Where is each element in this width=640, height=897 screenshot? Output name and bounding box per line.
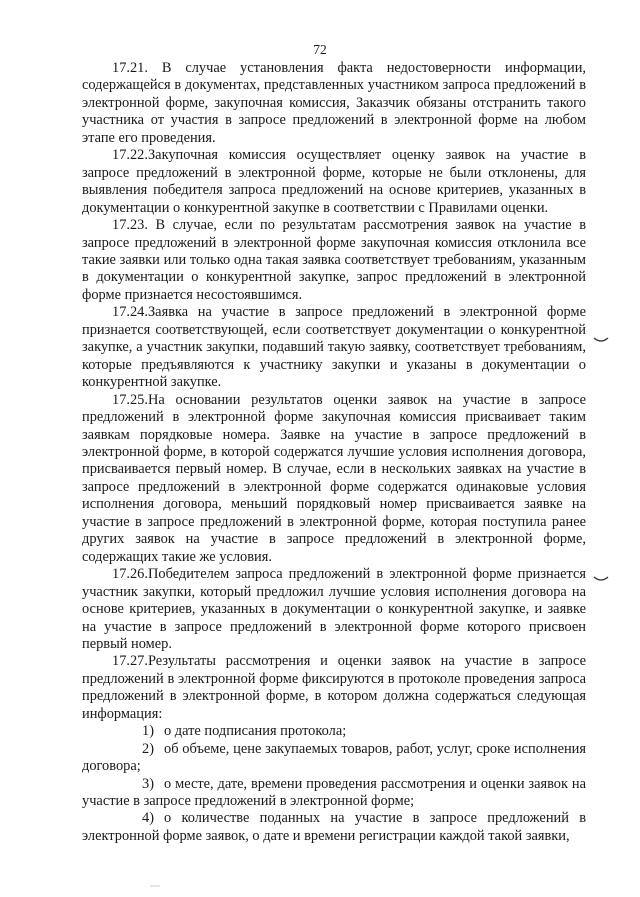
list-item-text: об объеме, цене закупаемых товаров, работ, услуг, сроке исполнения договора; bbox=[82, 740, 586, 775]
page-number: 72 bbox=[313, 42, 327, 57]
list-item bbox=[82, 741, 586, 776]
list-item-number: 3) bbox=[142, 775, 154, 792]
paragraph-17-24: 17.24.Заявка на участие в запросе предложений в электронной форме признается соответствующей, если соответствует документации о конкурентной закупке, а участник закупки, подавший такую заявку, соответствует требованиям, которые предъявляются к участнику закупки и указаны в документации о конкурентной закупке. bbox=[82, 304, 586, 391]
list-item-text: о дате подписания протокола; bbox=[164, 723, 347, 740]
paragraph-17-26: 17.26.Победителем запроса предложений в электронной форме признается участник закупки, который предложил лучшие условия исполнения договора на основе критериев, указанных в документации о конкурентной закупке, и заявке на участие в запросе предложений в электронной форме которого присвоен первый номер. bbox=[82, 566, 586, 652]
list-item-number: 2) bbox=[142, 740, 154, 757]
scan-artifact bbox=[150, 885, 160, 887]
paragraph-17-22: 17.22.Закупочная комиссия осуществляет оценку заявок на участие в запросе предложений в электронной форме, которые не были отклонены, для выявления победителя запроса предложений на основе критериев, указанных в документации о конкурентной закупке в соответствии с Правилами оценки. bbox=[82, 147, 586, 216]
list-item-number: 4) bbox=[142, 810, 154, 827]
list-item bbox=[82, 723, 586, 740]
paragraph-17-21: 17.21. В случае установления факта недостоверности информации, содержащейся в документах, представленных участником запроса предложений в электронной форме, закупочная комиссия, Заказчик обязаны отстранить такого участника от участия в запросе предложений в электронной форме на любом этапе его проведения. bbox=[82, 60, 586, 146]
paragraph-17-27: 17.27.Результаты рассмотрения и оценки заявок на участие в запросе предложений в электронной форме фиксируются в протоколе проведения запроса предложений в электронной форме, в котором должна содержаться следующая информация: bbox=[82, 653, 586, 722]
margin-pen-mark bbox=[593, 336, 609, 344]
list-item-number: 1) bbox=[142, 723, 154, 740]
list-item bbox=[82, 810, 586, 845]
list-item-text: о месте, дате, времени проведения рассмотрения и оценки заявок на участие в запросе предложений в электронной форме; bbox=[82, 775, 586, 810]
margin-pen-mark bbox=[593, 575, 609, 583]
document-body bbox=[82, 60, 586, 845]
list-item bbox=[82, 776, 586, 811]
list-item-text: о количестве поданных на участие в запросе предложений в электронной форме заявок, о дате и времени регистрации каждой такой заявки, bbox=[82, 810, 586, 844]
paragraph-17-25: 17.25.На основании результатов оценки заявок на участие в запросе предложений в электронной форме закупочная комиссия присваивает таким заявкам порядковые номера. Заявке на участие в запросе предложений в электронной форме, в которой содержатся лучшие условия исполнения договора, присваивается первый номер. В случае, если в нескольких заявках на участие в запросе предложений в электронной форме содержатся одинаковые условия исполнения договора, меньший порядковый номер присваивается заявке на участие в запросе предложений в электронной форме, которая поступила ранее других заявок на участие в запросе предложений в электронной форме, содержащих такие же условия. bbox=[82, 391, 586, 565]
paragraph-17-23: 17.23. В случае, если по результатам рассмотрения заявок на участие в запросе предложений в электронной форме закупочная комиссия отклонила все такие заявки или только одна такая заявка соответствует требованиям, указанным в документации о конкурентной закупке, запрос предложений в электронной форме признается несостоявшимся. bbox=[82, 217, 586, 303]
